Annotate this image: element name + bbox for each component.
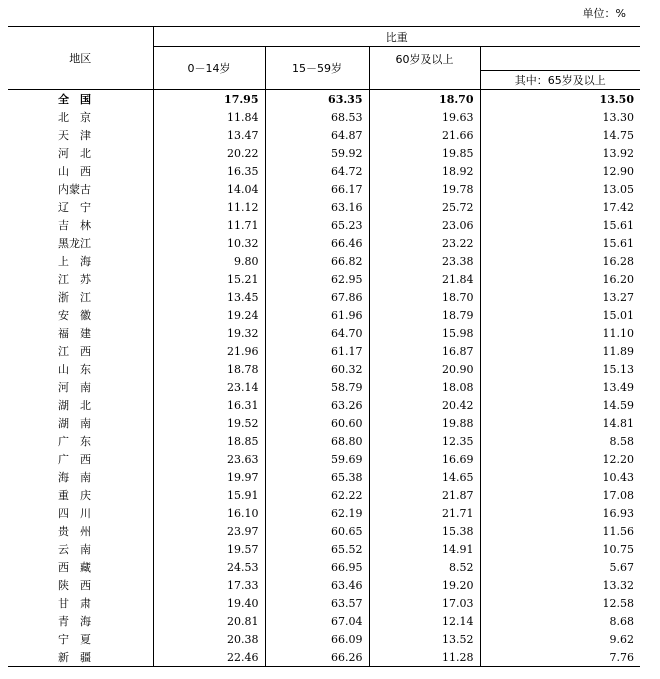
population-age-table	[8, 26, 640, 667]
region-cell: 宁 夏	[58, 633, 91, 646]
value-0-14: 19.52	[153, 414, 265, 432]
table-row	[8, 90, 640, 109]
value-15-59: 65.38	[265, 468, 369, 486]
value-0-14: 11.12	[153, 198, 265, 216]
value-15-59: 64.87	[265, 126, 369, 144]
unit-label: 单位：%	[582, 7, 626, 20]
region-cell: 新 疆	[8, 648, 153, 667]
region-cell: 贵 州	[58, 525, 91, 538]
value-60-plus: 17.03	[369, 594, 480, 612]
header-age-15-59: 15－59岁	[265, 47, 369, 90]
value-60-plus: 21.66	[369, 126, 480, 144]
value-15-59: 63.46	[265, 576, 369, 594]
value-0-14: 13.47	[153, 126, 265, 144]
value-0-14: 14.04	[153, 180, 265, 198]
region-cell: 北 京	[58, 111, 91, 124]
region-cell: 河 南	[58, 381, 91, 394]
value-0-14: 20.81	[153, 612, 265, 630]
table-row	[8, 306, 640, 324]
value-65-plus: 15.01	[480, 306, 640, 324]
region-cell: 安 徽	[58, 309, 91, 322]
region-cell: 西 藏	[58, 561, 91, 574]
value-15-59: 64.70	[265, 324, 369, 342]
value-0-14: 17.33	[153, 576, 265, 594]
region-cell: 福 建	[58, 327, 91, 340]
value-65-plus: 11.89	[480, 342, 640, 360]
value-0-14: 23.97	[153, 522, 265, 540]
table-row	[8, 126, 640, 144]
value-60-plus: 15.38	[369, 522, 480, 540]
value-0-14: 15.21	[153, 270, 265, 288]
value-15-59: 67.86	[265, 288, 369, 306]
value-60-plus: 19.78	[369, 180, 480, 198]
region-cell: 内蒙古	[58, 183, 91, 196]
table-row	[8, 522, 640, 540]
value-65-plus: 13.30	[480, 108, 640, 126]
table-row	[8, 288, 640, 306]
table-row	[8, 162, 640, 180]
table-row	[8, 180, 640, 198]
value-0-14: 21.96	[153, 342, 265, 360]
value-15-59: 59.92	[265, 144, 369, 162]
region-cell: 江 西	[58, 345, 91, 358]
region-cell: 云 南	[58, 543, 91, 556]
value-65-plus: 13.32	[480, 576, 640, 594]
value-60-plus: 18.70	[369, 90, 480, 109]
value-60-plus: 20.42	[369, 396, 480, 414]
table-row	[8, 144, 640, 162]
value-60-plus: 16.69	[369, 450, 480, 468]
value-0-14: 18.78	[153, 360, 265, 378]
table-row	[8, 270, 640, 288]
table-row	[8, 252, 640, 270]
value-65-plus: 10.43	[480, 468, 640, 486]
value-65-plus: 13.27	[480, 288, 640, 306]
table-body	[8, 90, 640, 667]
value-60-plus: 12.14	[369, 612, 480, 630]
value-15-59: 62.19	[265, 504, 369, 522]
region-cell: 山 东	[58, 363, 91, 376]
value-0-14: 19.24	[153, 306, 265, 324]
value-15-59: 60.60	[265, 414, 369, 432]
value-15-59: 67.04	[265, 612, 369, 630]
value-60-plus: 21.71	[369, 504, 480, 522]
value-15-59: 65.52	[265, 540, 369, 558]
table-row	[8, 486, 640, 504]
table-row	[8, 630, 640, 648]
region-cell: 湖 南	[58, 417, 91, 430]
header-region: 地区	[8, 27, 153, 90]
table-row	[8, 414, 640, 432]
value-0-14: 10.32	[153, 234, 265, 252]
value-0-14: 23.14	[153, 378, 265, 396]
region-cell: 辽 宁	[58, 201, 91, 214]
value-65-plus: 13.05	[480, 180, 640, 198]
value-65-plus: 13.92	[480, 144, 640, 162]
value-15-59: 60.32	[265, 360, 369, 378]
region-cell: 四 川	[58, 507, 91, 520]
value-15-59: 65.23	[265, 216, 369, 234]
value-60-plus: 13.52	[369, 630, 480, 648]
value-0-14: 19.97	[153, 468, 265, 486]
value-0-14: 16.10	[153, 504, 265, 522]
value-15-59: 62.95	[265, 270, 369, 288]
value-65-plus: 17.42	[480, 198, 640, 216]
value-65-plus: 13.49	[480, 378, 640, 396]
value-15-59: 66.95	[265, 558, 369, 576]
table-row	[8, 648, 640, 667]
value-0-14: 15.91	[153, 486, 265, 504]
value-15-59: 66.26	[265, 648, 369, 667]
value-65-plus: 12.58	[480, 594, 640, 612]
value-65-plus: 16.20	[480, 270, 640, 288]
value-60-plus: 19.20	[369, 576, 480, 594]
table-row	[8, 234, 640, 252]
value-60-plus: 12.35	[369, 432, 480, 450]
value-15-59: 66.46	[265, 234, 369, 252]
value-60-plus: 18.92	[369, 162, 480, 180]
region-cell: 河 北	[58, 147, 91, 160]
value-60-plus: 18.70	[369, 288, 480, 306]
table-row	[8, 396, 640, 414]
region-cell: 甘 肃	[58, 597, 91, 610]
value-65-plus: 16.28	[480, 252, 640, 270]
value-65-plus: 8.58	[480, 432, 640, 450]
value-65-plus: 11.56	[480, 522, 640, 540]
header-ratio: 比重	[153, 27, 640, 47]
value-60-plus: 18.08	[369, 378, 480, 396]
value-15-59: 61.17	[265, 342, 369, 360]
value-65-plus: 12.90	[480, 162, 640, 180]
value-60-plus: 23.06	[369, 216, 480, 234]
value-60-plus: 21.87	[369, 486, 480, 504]
value-15-59: 63.57	[265, 594, 369, 612]
value-65-plus: 15.13	[480, 360, 640, 378]
header-age-65-plus: 其中：65岁及以上	[480, 70, 640, 90]
value-65-plus: 14.59	[480, 396, 640, 414]
value-0-14: 19.40	[153, 594, 265, 612]
value-15-59: 68.80	[265, 432, 369, 450]
value-15-59: 66.82	[265, 252, 369, 270]
region-cell: 广 西	[58, 453, 91, 466]
value-65-plus: 15.61	[480, 216, 640, 234]
value-15-59: 63.26	[265, 396, 369, 414]
header-age-0-14: 0－14岁	[153, 47, 265, 90]
region-cell: 陕 西	[58, 579, 91, 592]
value-0-14: 24.53	[153, 558, 265, 576]
value-15-59: 59.69	[265, 450, 369, 468]
table-row	[8, 450, 640, 468]
value-0-14: 17.95	[153, 90, 265, 109]
value-0-14: 9.80	[153, 252, 265, 270]
value-15-59: 66.17	[265, 180, 369, 198]
value-65-plus: 17.08	[480, 486, 640, 504]
region-cell: 青 海	[58, 615, 91, 628]
region-cell: 吉 林	[58, 219, 91, 232]
value-15-59: 66.09	[265, 630, 369, 648]
region-cell: 江 苏	[58, 273, 91, 286]
value-60-plus: 14.65	[369, 468, 480, 486]
value-0-14: 19.32	[153, 324, 265, 342]
table-row	[8, 108, 640, 126]
value-60-plus: 23.22	[369, 234, 480, 252]
table-row	[8, 540, 640, 558]
value-15-59: 63.35	[265, 90, 369, 109]
value-60-plus: 19.63	[369, 108, 480, 126]
value-60-plus: 8.52	[369, 558, 480, 576]
value-0-14: 20.22	[153, 144, 265, 162]
value-65-plus: 9.62	[480, 630, 640, 648]
value-65-plus: 14.81	[480, 414, 640, 432]
value-0-14: 23.63	[153, 450, 265, 468]
value-60-plus: 25.72	[369, 198, 480, 216]
value-0-14: 11.84	[153, 108, 265, 126]
value-15-59: 61.96	[265, 306, 369, 324]
value-0-14: 20.38	[153, 630, 265, 648]
region-cell: 湖 北	[58, 399, 91, 412]
value-0-14: 16.31	[153, 396, 265, 414]
table-row	[8, 216, 640, 234]
value-60-plus: 19.88	[369, 414, 480, 432]
value-60-plus: 11.28	[369, 648, 480, 667]
value-65-plus: 13.50	[480, 90, 640, 109]
table-row	[8, 198, 640, 216]
value-65-plus: 16.93	[480, 504, 640, 522]
table-row	[8, 594, 640, 612]
value-0-14: 16.35	[153, 162, 265, 180]
region-cell: 黑龙江	[58, 237, 91, 250]
value-15-59: 58.79	[265, 378, 369, 396]
value-65-plus: 7.76	[480, 648, 640, 667]
value-15-59: 64.72	[265, 162, 369, 180]
region-cell: 上 海	[58, 255, 91, 268]
table-row	[8, 324, 640, 342]
value-65-plus: 14.75	[480, 126, 640, 144]
region-cell: 天 津	[58, 129, 91, 142]
header-age-60-plus: 60岁及以上	[369, 47, 480, 71]
value-60-plus: 23.38	[369, 252, 480, 270]
value-0-14: 19.57	[153, 540, 265, 558]
region-cell: 重 庆	[58, 489, 91, 502]
value-15-59: 63.16	[265, 198, 369, 216]
value-65-plus: 8.68	[480, 612, 640, 630]
value-60-plus: 19.85	[369, 144, 480, 162]
value-60-plus: 20.90	[369, 360, 480, 378]
value-60-plus: 18.79	[369, 306, 480, 324]
table-row	[8, 378, 640, 396]
value-15-59: 62.22	[265, 486, 369, 504]
value-65-plus: 5.67	[480, 558, 640, 576]
table-row	[8, 342, 640, 360]
value-60-plus: 16.87	[369, 342, 480, 360]
table-row	[8, 558, 640, 576]
value-65-plus: 10.75	[480, 540, 640, 558]
table-row	[8, 576, 640, 594]
value-65-plus: 12.20	[480, 450, 640, 468]
value-15-59: 60.65	[265, 522, 369, 540]
value-60-plus: 15.98	[369, 324, 480, 342]
value-65-plus: 15.61	[480, 234, 640, 252]
value-60-plus: 14.91	[369, 540, 480, 558]
table-row	[8, 612, 640, 630]
value-0-14: 13.45	[153, 288, 265, 306]
value-0-14: 11.71	[153, 216, 265, 234]
region-cell: 全 国	[58, 93, 91, 106]
value-60-plus: 21.84	[369, 270, 480, 288]
region-cell: 浙 江	[58, 291, 91, 304]
table-row	[8, 468, 640, 486]
value-65-plus: 11.10	[480, 324, 640, 342]
value-15-59: 68.53	[265, 108, 369, 126]
region-cell: 海 南	[58, 471, 91, 484]
table-row	[8, 432, 640, 450]
region-cell: 广 东	[58, 435, 91, 448]
value-0-14: 22.46	[153, 648, 265, 667]
table-row	[8, 360, 640, 378]
value-0-14: 18.85	[153, 432, 265, 450]
table-row	[8, 504, 640, 522]
region-cell: 山 西	[58, 165, 91, 178]
